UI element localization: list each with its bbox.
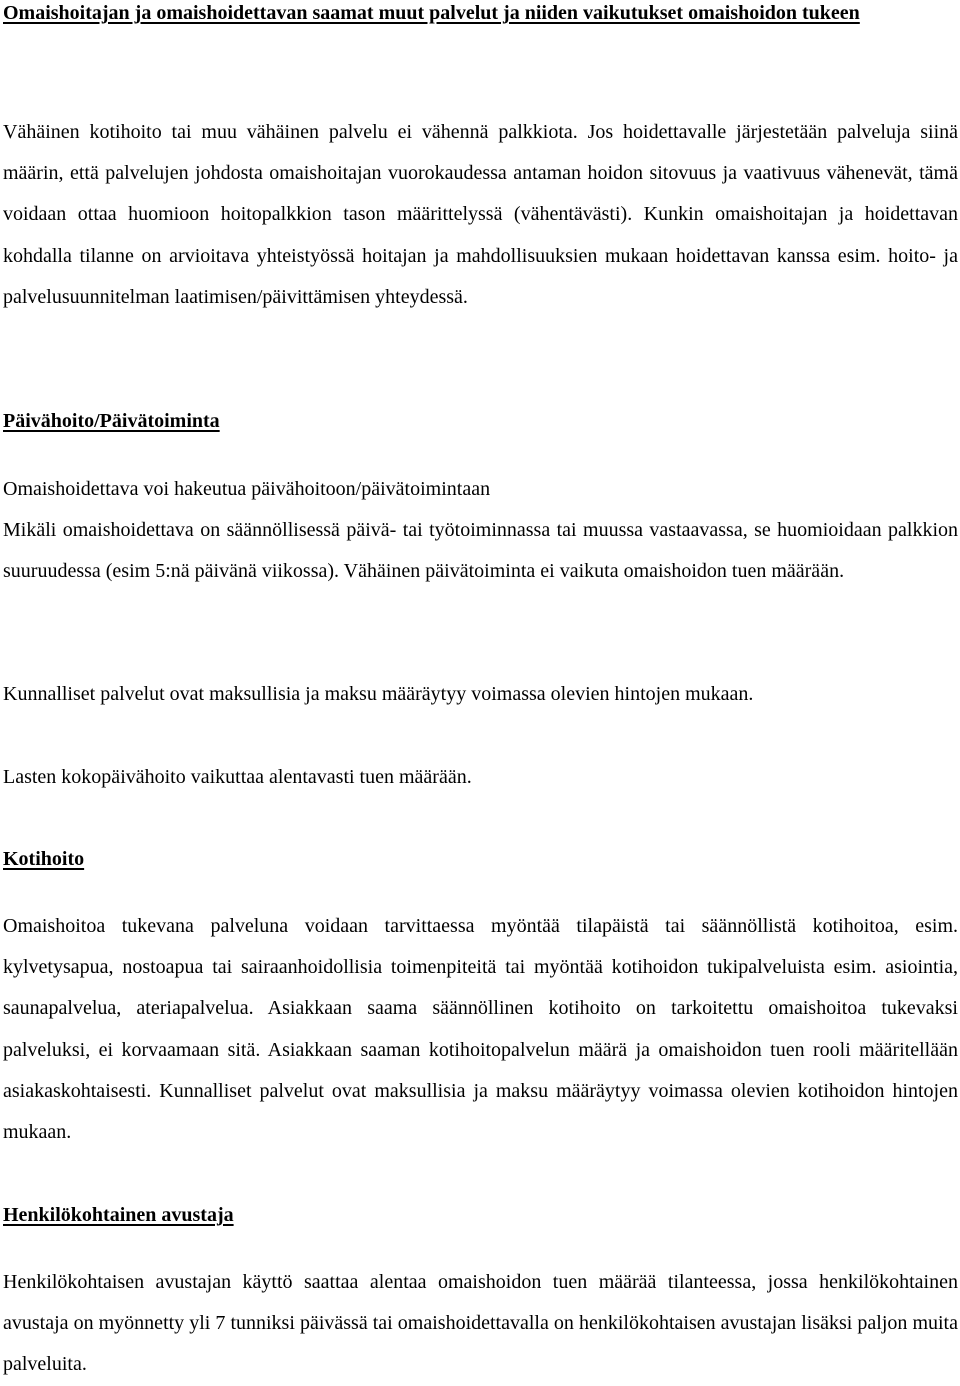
paragraph-day-care-regular: Mikäli omaishoidettava on säännöllisessä päivä- tai työtoiminnassa tai muussa vastaavassa, se huomioidaan palkkion suuruudessa (esim 5:nä päivänä viikossa). Vähäinen päivätoiminta ei vaikuta omaishoidon tuen määrään. <box>3 519 958 583</box>
section-heading-personal-assistant: Henkilökohtainen avustaja <box>3 1204 234 1226</box>
paragraph-home-care: Omaishoitoa tukevana palveluna voidaan tarvittaessa myöntää tilapäistä tai säännöllistä kotihoitoa, esim. kylvetysapua, nostoapua tai sairaanhoidollisia toimenpiteitä tai myöntää kotihoidon tukipalveluista esim. asiointia, saunapalvelua, ateriapalvelua. Asiakkaan saama säännöllinen kotihoito on tarkoitettu omaishoitoa tukevaksi palveluksi, ei korvaamaan sitä. Asiakkaan saaman kotihoitopalvelun määrä ja omaishoidon tuen rooli määritellään asiakaskohtaisesti. Kunnalliset palvelut ovat maksullisia ja maksu määräytyy voimassa olevien kotihoidon hintojen mukaan. <box>3 915 958 1144</box>
paragraph-day-care-children: Lasten kokopäivähoito vaikuttaa alentavasti tuen määrään. <box>3 766 472 788</box>
section-heading-other-services: Omaishoitajan ja omaishoidettavan saamat muut palvelut ja niiden vaikutukset omaishoidon tukeen <box>3 2 860 24</box>
paragraph-other-services: Vähäinen kotihoito tai muu vähäinen palvelu ei vähennä palkkiota. Jos hoidettavalle järjestetään palveluja siinä määrin, että palvelujen johdosta omaishoitajan vuorokaudessa antaman hoidon sitovuus ja vaativuus vähenevät, tämä voidaan ottaa huomioon hoitopalkkion tason määrittelyssä (vähentävästi). Kunkin omaishoitajan ja hoidettavan kohdalla tilanne on arvioitava yhteistyössä hoitajan ja mahdollisuuksien mukaan hoidettavan kanssa esim. hoito- ja palvelusuunnitelman laatimisen/päivittämisen yhteydessä. <box>3 121 958 308</box>
paragraph-personal-assistant: Henkilökohtaisen avustajan käyttö saattaa alentaa omaishoidon tuen määrää tilanteessa, jossa henkilökohtainen avustaja on myönnetty yli 7 tunniksi päivässä tai omaishoidettavalla on henkilökohtaisen avustajan lisäksi paljon muita palveluita. <box>3 1271 958 1376</box>
section-heading-home-care: Kotihoito <box>3 848 85 870</box>
section-heading-day-care: Päivähoito/Päivätoiminta <box>3 410 220 432</box>
paragraph-day-care-intro: Omaishoidettava voi hakeutua päivähoitoon/päivätoimintaan <box>3 478 491 500</box>
paragraph-day-care-fees: Kunnalliset palvelut ovat maksullisia ja maksu määräytyy voimassa olevien hintojen mukaan. <box>3 683 754 705</box>
